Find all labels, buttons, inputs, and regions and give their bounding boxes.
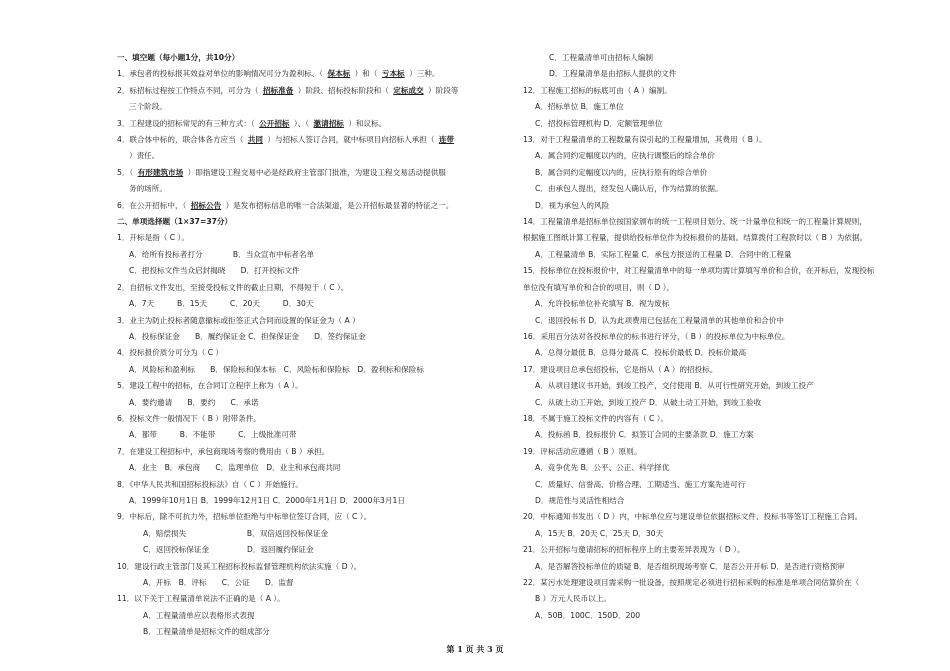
line-text: C．招投标管理机构 D．定额管理单位 [535, 118, 663, 128]
line-text: A．总得分最低 B．总得分最高 C．投标价最低 D．投标价最高 [535, 348, 747, 358]
line-text: 22．某污水处理建设项目需采购一批设备，按照规定必须进行招标采购的标准是单项合同估算价在（ [523, 578, 860, 587]
left-line [117, 345, 487, 361]
left-line [117, 280, 487, 296]
left-line [117, 378, 487, 394]
left-line [117, 493, 487, 509]
line-text: ）和（ [352, 69, 380, 79]
left-line [117, 296, 487, 312]
right-line [523, 444, 893, 460]
left-line [117, 509, 487, 525]
line-text: 2．标招标过程按工作特点不同，可分为（ [117, 85, 261, 95]
line-text: 11．以下关于工程量清单说法不正确的是（ A ）。 [117, 594, 285, 604]
answer-blank: 保本标 [327, 69, 351, 79]
line-text: C．工程量清单可由招标人编制 [549, 53, 654, 62]
line-text: A．7天 B．15天 C．20天 D．30天 [129, 299, 314, 309]
right-line [523, 345, 893, 361]
line-text: 根据施工图纸计算工程量，提供给投标单位作为投标报价的基础。结算拨付工程款时以（ B ）为依据。 [523, 233, 868, 243]
left-line [117, 624, 487, 640]
left-line [117, 230, 487, 246]
left-line [117, 608, 487, 624]
left-column [117, 50, 487, 641]
left-line [117, 460, 487, 476]
line-text: 单位没有填写单价和合价的项目，则（ D ）。 [523, 282, 675, 292]
line-text: A．50B．100C．150D．200 [535, 610, 641, 620]
line-text: 三个阶段。 [129, 102, 167, 112]
line-text: A．投标函 B．投标报价 C．拟签订合同的主要条款 D．施工方案 [535, 430, 754, 440]
line-text: 19．评标活动应遵循（ B ）原则。 [523, 446, 642, 456]
left-line [117, 526, 487, 542]
line-text: 2．自招标文件发出，至接受投标文件的截止日期，不得短于（ C ）。 [117, 282, 349, 292]
line-text: 4．投标报价质分可分为（ C ） [117, 348, 224, 358]
line-text: ）和议标。 [345, 118, 387, 128]
line-text: A．15天 B．20天 C．25天 D．30天 [535, 528, 664, 538]
line-text: A．竞争优先 B．公平、公正、科学择优 [535, 463, 670, 473]
right-line [523, 559, 893, 575]
answer-blank: 有形建筑市场 [137, 167, 184, 177]
line-text: 21．公开招标与邀请招标的招标程序上的主要差异表现为（ D ）。 [523, 545, 745, 555]
answer-blank: 招标公告 [190, 200, 222, 210]
line-text: ）阶段、招标投标阶段和（ [295, 85, 392, 95]
answer-blank: 招标准备 [262, 85, 294, 95]
left-line [117, 313, 487, 329]
line-text: A．要约邀请 B．要约 C．承诺 [129, 397, 259, 407]
line-text: C．从破土动工开始，到竣工投产 D．从破土动工开始，到竣工验收 [535, 397, 762, 407]
left-line [117, 247, 487, 263]
line-text: 二、单项选择题（1×37=37分） [117, 217, 233, 227]
line-text: 3．工程建设的招标常见的有三种方式：（ [117, 118, 258, 128]
line-text: 6．投标文件一般情况下（ B ）附带条件。 [117, 413, 261, 423]
right-line [523, 427, 893, 443]
left-line [117, 477, 487, 493]
right-line [523, 509, 893, 525]
right-line [523, 313, 893, 329]
line-text: D．工程量清单是由招标人提供的文件 [549, 69, 677, 79]
line-text: 4．联合体中标的，联合体各方应当（ [117, 135, 246, 145]
line-text: 15．投标单位在投标报价中，对工程量清单中的每一单项均需计算填写单价和合价，在开标后，发现投标 [523, 266, 875, 276]
line-text: A．给所有投标者打分 B．当众宣布中标者名单 [129, 249, 315, 259]
line-text: A．投标保证金 B．履约保证金 C．担保保证金 D．签约保证金 [129, 331, 366, 341]
line-text: A．赔偿损失 B．双倍返回投标保证金 [143, 528, 329, 538]
line-text: 18．不属于施工投标文件的内容有（ C ）。 [523, 413, 669, 423]
right-line [523, 116, 893, 132]
right-line [523, 247, 893, 263]
right-line [523, 214, 893, 230]
right-line [523, 66, 893, 82]
line-text: 务的场所。 [129, 184, 167, 194]
line-text: B ）万元人民币以上。 [535, 594, 611, 604]
answer-blank: 公开招标 [259, 118, 290, 128]
line-text: 8．《中华人民共和国招标投标法》自（ C ）开始施行。 [117, 479, 303, 489]
left-line [117, 214, 487, 230]
line-text: 1．开标是指（ C ）。 [117, 233, 189, 243]
right-line [523, 329, 893, 345]
right-line [523, 83, 893, 99]
line-text: A．风险标和盈利标 B．保险标和保本标 C．风险标和保险标 D．盈利标和保险标 [129, 364, 424, 374]
line-text: A．从项目建议书开始，到竣工投产，交付使用 B．从可行性研究开始，到竣工投产 [535, 381, 814, 391]
right-line [523, 575, 893, 591]
right-line [523, 99, 893, 115]
right-line [523, 148, 893, 164]
line-text: ）即指建设工程交易中必是经政府主管部门批准，为建设工程交易活动提供服 [185, 167, 446, 177]
line-text: ）、（ [291, 118, 312, 128]
left-line [117, 99, 487, 115]
line-text: A．招标单位 B．施工单位 [535, 102, 624, 112]
right-line [523, 477, 893, 493]
left-line [117, 181, 487, 197]
line-text: 9．中标后，除不可抗力外，招标单位拒绝与中标单位签订合同，应（ C ）。 [117, 512, 372, 522]
line-text: A．开标 B．评标 C．公证 D．监督 [143, 578, 294, 587]
right-line [523, 608, 893, 624]
left-line [117, 116, 487, 132]
line-text: ）是发布招标信息的唯一合法渠道，是公开招标最显著的特征之一。 [223, 200, 454, 210]
answer-blank: 邀请招标 [313, 118, 344, 128]
right-line [523, 526, 893, 542]
line-text: A．允许投标单位补充填写 B．视为废标 [535, 299, 670, 309]
right-line [523, 230, 893, 246]
line-text: C．质量好、信誉高、价格合理、工期适当、施工方案先进可行 [535, 479, 746, 489]
right-line [523, 378, 893, 394]
left-line [117, 411, 487, 427]
left-line [117, 395, 487, 411]
left-line [117, 132, 487, 148]
left-line [117, 427, 487, 443]
line-text: B．工程量清单是招标文件的组成部分 [143, 627, 270, 637]
line-text: B．属合同约定幅度以内的，应执行原有的综合单价 [535, 167, 708, 177]
right-line [523, 493, 893, 509]
line-text: 20．中标通知书发出（ D ）内，中标单位应与建设单位依据招标文件、投标书等签订工程施工合同。 [523, 512, 863, 522]
line-text: ）三种。 [406, 69, 440, 79]
left-line [117, 559, 487, 575]
answer-blank: 共同 [247, 135, 263, 145]
right-line [523, 362, 893, 378]
right-line [523, 165, 893, 181]
right-line [523, 411, 893, 427]
right-line [523, 181, 893, 197]
line-text: 一、填空题（每小题1分，共10分） [117, 53, 240, 62]
line-text: 16．采用百分法对各投标单位的标书进行评分，（ B ）的投标单位为中标单位。 [523, 331, 790, 341]
line-text: A．工程量清单应以表格形式表现 [143, 610, 255, 620]
line-text: A．工程量清单 B．实际工程量 C．承包方报送的工程量 D．合同中的工程量 [535, 249, 792, 259]
right-line [523, 132, 893, 148]
line-text: 17．建设项目总承包招投标，它是指从（ A ）的招投标。 [523, 364, 718, 374]
left-line [117, 50, 487, 66]
left-line [117, 362, 487, 378]
line-text: D．视为承包人的风险 [535, 200, 610, 210]
line-text: 1．承包者的投标报其效益对单位的影响情况可分为盈利标、（ [117, 69, 326, 79]
page-footer: 第 1 页 共 3 页 [446, 644, 504, 654]
left-line [117, 165, 487, 181]
left-line [117, 591, 487, 607]
left-line [117, 148, 487, 164]
line-text: A．属合同约定幅度以内的，应执行调整后的综合单价 [535, 151, 715, 161]
line-text: C．返回投标保证金 D．返回履约保证金 [143, 545, 314, 555]
line-text: C．由承包人提出，经发包人确认后，作为结算的依据。 [535, 184, 723, 194]
line-text: 5．建设工程中的招标，在合同订立程序上称为（ A ）。 [117, 381, 303, 391]
line-text: 3．业主为防止投标者随意撤标或拒签正式合同而设置的保证金为（ A ） [117, 315, 360, 325]
left-line [117, 66, 487, 82]
line-text: ）与招标人签订合同，就中标项目向招标人承担（ [264, 135, 437, 145]
line-text: A．是否解答投标单位的质疑 B．是否组织现场考察 C．是否公开开标 D．是否进行资格预审 [535, 561, 845, 571]
line-text: ）阶段等 [425, 85, 459, 95]
right-line [523, 280, 893, 296]
line-text: 10．建设行政主管部门及其工程招标投标监督管理机构依法实施（ D ）。 [117, 561, 362, 571]
left-line [117, 575, 487, 591]
right-line [523, 591, 893, 607]
left-line [117, 444, 487, 460]
left-line [117, 83, 487, 99]
line-text: D．规范性与灵活性相结合 [535, 495, 625, 505]
right-line [523, 198, 893, 214]
line-text: ）责任。 [129, 151, 160, 161]
left-line [117, 198, 487, 214]
answer-blank: 连带 [438, 135, 455, 145]
right-column [523, 50, 893, 624]
right-line [523, 50, 893, 66]
line-text: 7．在建设工程招标中，承包商现场考察的费用由（ B ）承担。 [117, 446, 330, 456]
line-text: 6．在公开招标中，（ [117, 200, 189, 210]
left-line [117, 329, 487, 345]
line-text: 13．对于工程量清单的工程数量有误引起的工程量增加，其费用（ B ）。 [523, 135, 767, 145]
right-line [523, 542, 893, 558]
line-text: C．把投标文件当众启封揭晓 D．打开投标文件 [129, 266, 300, 276]
line-text: 12．工程施工招标的标底可由（ A ）编制。 [523, 85, 672, 95]
answer-blank: 亏本标 [381, 69, 405, 79]
line-text: A．都带 B．不能带 C．上级批准可带 [129, 430, 297, 440]
line-text: 14．工程量清单是招标单位按国家颁布的统一工程项目划分、统一计量单位和统一的工程量计算规则， [523, 217, 867, 227]
line-text: 5．（ [117, 167, 136, 177]
right-line [523, 395, 893, 411]
right-line [523, 460, 893, 476]
left-line [117, 542, 487, 558]
right-line [523, 263, 893, 279]
line-text: C．退回投标书 D．认为此项费用已包括在工程量清单的其他单价和合价中 [535, 315, 784, 325]
answer-blank: 定标成交 [393, 85, 424, 95]
line-text: A．1999年10月1日 B．1999年12月1日 C．2000年1月1日 D．2000年3月1日 [129, 495, 405, 505]
line-text: A．业主 B．承包商 C．监理单位 D．业主和承包商共同 [129, 463, 341, 473]
right-line [523, 296, 893, 312]
left-line [117, 263, 487, 279]
